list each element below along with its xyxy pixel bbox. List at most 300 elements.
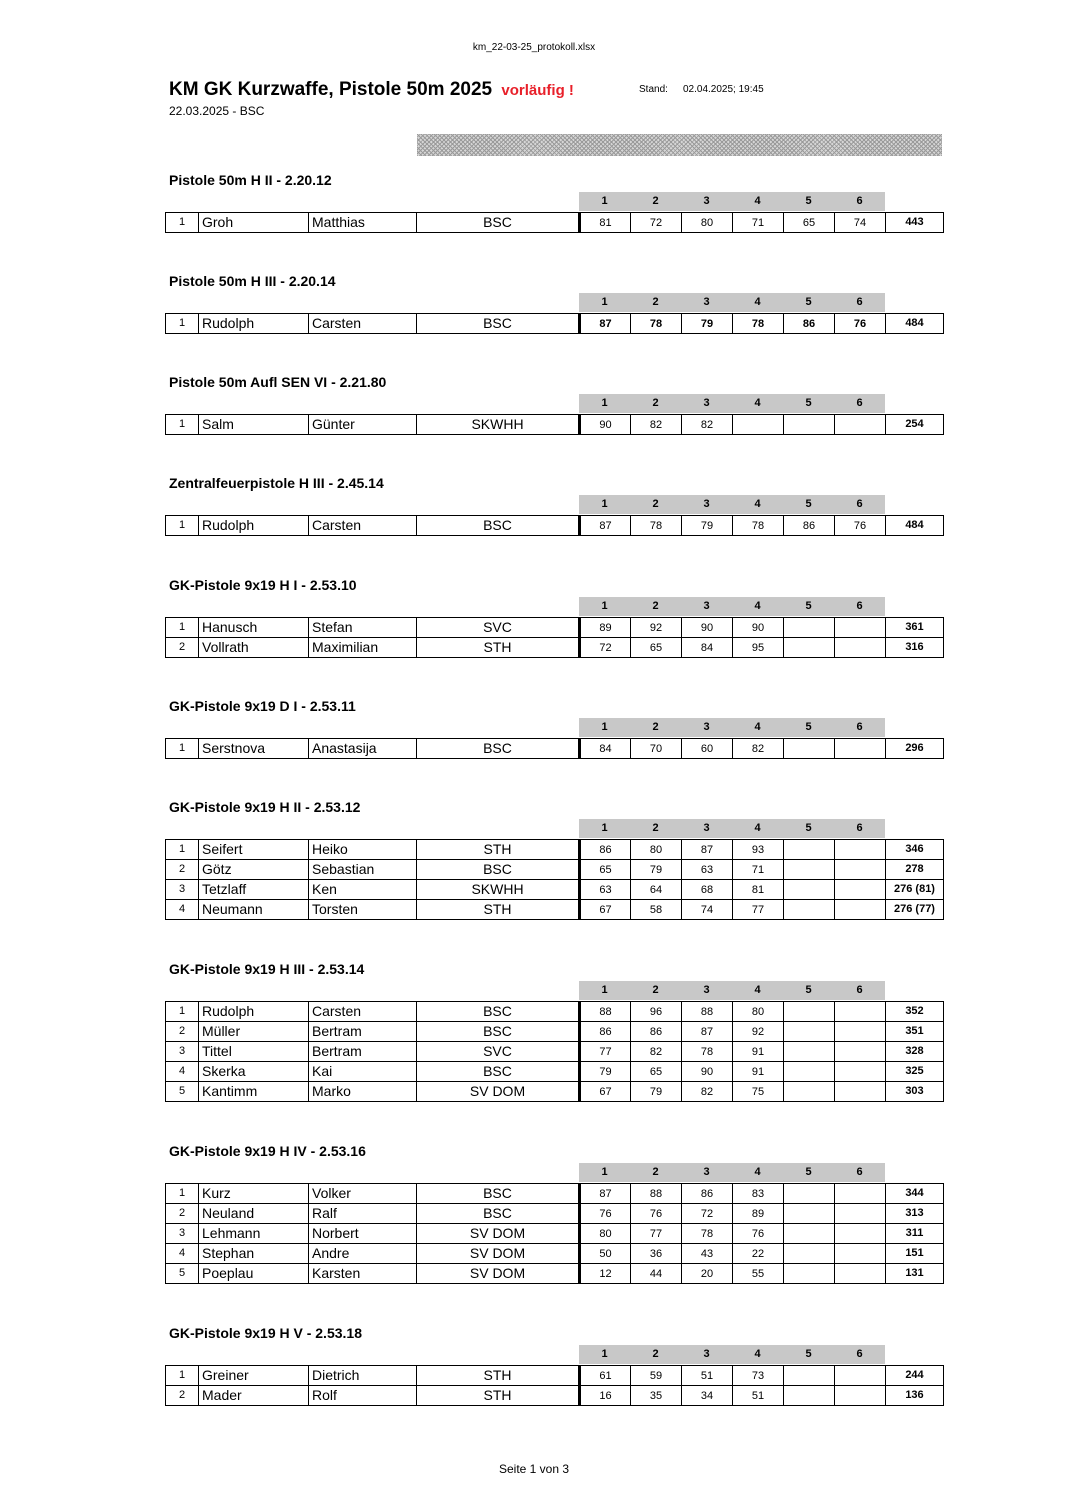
series-score-cell: 76 <box>631 1204 682 1224</box>
series-score-cell: 76 <box>733 1224 784 1244</box>
series-score-cell: 79 <box>631 1082 682 1102</box>
last-name-cell: Hanusch <box>199 618 309 638</box>
total-cell: 328 <box>886 1042 944 1062</box>
series-score-cell: 74 <box>835 213 886 233</box>
series-score-cell: 80 <box>580 1224 631 1244</box>
table-row <box>166 1204 944 1224</box>
last-name-cell: Götz <box>199 860 309 880</box>
first-name-cell: Volker <box>309 1184 417 1204</box>
rank-cell: 2 <box>166 638 199 658</box>
last-name-cell: Vollrath <box>199 638 309 658</box>
series-score-cell: 44 <box>631 1264 682 1284</box>
series-label: 5 <box>783 981 834 1000</box>
series-score-cell <box>835 860 886 880</box>
first-name-cell: Carsten <box>309 1002 417 1022</box>
total-cell: 276 (81) <box>886 880 944 900</box>
series-score-cell: 51 <box>682 1366 733 1386</box>
series-score-cell: 82 <box>631 415 682 435</box>
series-score-cell <box>784 840 835 860</box>
series-label: 5 <box>783 718 834 737</box>
last-name-cell: Seifert <box>199 840 309 860</box>
total-cell: 316 <box>886 638 944 658</box>
series-score-cell <box>784 1184 835 1204</box>
total-cell: 346 <box>886 840 944 860</box>
first-name-cell: Sebastian <box>309 860 417 880</box>
series-score-cell: 90 <box>580 415 631 435</box>
series-score-cell <box>784 638 835 658</box>
series-score-cell: 82 <box>733 739 784 759</box>
section-title: GK-Pistole 9x19 H II - 2.53.12 <box>169 799 361 815</box>
series-label: 3 <box>681 293 732 312</box>
rank-cell: 1 <box>166 516 199 536</box>
club-cell: STH <box>417 840 580 860</box>
series-score-cell: 78 <box>631 516 682 536</box>
series-score-cell: 65 <box>784 213 835 233</box>
series-score-cell: 12 <box>580 1264 631 1284</box>
section-title: GK-Pistole 9x19 H IV - 2.53.16 <box>169 1143 366 1159</box>
rank-cell: 5 <box>166 1264 199 1284</box>
last-name-cell: Neumann <box>199 900 309 920</box>
series-label: 3 <box>681 1345 732 1364</box>
series-score-cell: 88 <box>631 1184 682 1204</box>
series-label: 6 <box>834 981 885 1000</box>
rank-cell: 1 <box>166 618 199 638</box>
results-table <box>165 839 944 920</box>
table-row <box>166 1224 944 1244</box>
series-score-cell: 92 <box>631 618 682 638</box>
series-score-cell: 86 <box>682 1184 733 1204</box>
results-table <box>165 212 944 233</box>
series-score-cell: 89 <box>580 618 631 638</box>
series-score-cell: 76 <box>835 314 886 334</box>
total-cell: 352 <box>886 1002 944 1022</box>
series-score-cell: 50 <box>580 1244 631 1264</box>
series-score-cell: 78 <box>682 1042 733 1062</box>
rank-cell: 1 <box>166 1184 199 1204</box>
total-cell: 136 <box>886 1386 944 1406</box>
series-score-cell <box>784 618 835 638</box>
rank-cell: 1 <box>166 1366 199 1386</box>
series-score-cell: 36 <box>631 1244 682 1264</box>
table-row <box>166 1042 944 1062</box>
series-score-cell: 82 <box>682 1082 733 1102</box>
series-score-cell: 90 <box>733 618 784 638</box>
rank-cell: 3 <box>166 880 199 900</box>
series-label: 3 <box>681 1163 732 1182</box>
table-row <box>166 638 944 658</box>
series-label: 6 <box>834 495 885 514</box>
series-score-cell <box>784 1244 835 1264</box>
table-row <box>166 860 944 880</box>
series-score-cell: 84 <box>580 739 631 759</box>
last-name-cell: Tittel <box>199 1042 309 1062</box>
series-score-cell: 86 <box>580 840 631 860</box>
total-cell: 325 <box>886 1062 944 1082</box>
club-cell: SV DOM <box>417 1082 580 1102</box>
series-score-cell: 71 <box>733 860 784 880</box>
series-score-cell <box>784 1204 835 1224</box>
page-title <box>169 79 574 101</box>
table-row <box>166 1184 944 1204</box>
series-label: 5 <box>783 1345 834 1364</box>
series-score-cell <box>784 900 835 920</box>
club-cell: SKWHH <box>417 415 580 435</box>
series-label: 3 <box>681 192 732 211</box>
results-table <box>165 414 944 435</box>
section-title: Zentralfeuerpistole H III - 2.45.14 <box>169 475 384 491</box>
series-score-cell <box>835 1022 886 1042</box>
series-score-cell: 16 <box>580 1386 631 1406</box>
total-cell: 151 <box>886 1244 944 1264</box>
table-row <box>166 1082 944 1102</box>
first-name-cell: Maximilian <box>309 638 417 658</box>
club-cell: BSC <box>417 516 580 536</box>
table-row <box>166 213 944 233</box>
series-score-cell: 51 <box>733 1386 784 1406</box>
table-row <box>166 1264 944 1284</box>
table-row <box>166 618 944 638</box>
rank-cell: 1 <box>166 213 199 233</box>
series-score-cell: 60 <box>682 739 733 759</box>
series-header <box>579 1163 885 1182</box>
total-cell: 344 <box>886 1184 944 1204</box>
series-score-cell: 93 <box>733 840 784 860</box>
club-cell: STH <box>417 1386 580 1406</box>
table-row <box>166 1244 944 1264</box>
series-label: 4 <box>732 1163 783 1182</box>
table-row <box>166 900 944 920</box>
last-name-cell: Mader <box>199 1386 309 1406</box>
first-name-cell: Dietrich <box>309 1366 417 1386</box>
total-cell: 276 (77) <box>886 900 944 920</box>
results-table <box>165 738 944 759</box>
series-label: 3 <box>681 981 732 1000</box>
series-score-cell: 81 <box>733 880 784 900</box>
series-score-cell <box>835 1042 886 1062</box>
last-name-cell: Neuland <box>199 1204 309 1224</box>
series-score-cell: 79 <box>631 860 682 880</box>
series-label: 3 <box>681 718 732 737</box>
series-score-cell: 82 <box>682 415 733 435</box>
series-label: 5 <box>783 293 834 312</box>
page-footer: Seite 1 von 3 <box>498 1462 570 1476</box>
last-name-cell: Rudolph <box>199 314 309 334</box>
series-score-cell: 65 <box>631 638 682 658</box>
last-name-cell: Skerka <box>199 1062 309 1082</box>
page-subtitle: 22.03.2025 - BSC <box>169 104 265 118</box>
rank-cell: 1 <box>166 415 199 435</box>
last-name-cell: Stephan <box>199 1244 309 1264</box>
club-cell: STH <box>417 638 580 658</box>
series-score-cell: 87 <box>580 314 631 334</box>
last-name-cell: Greiner <box>199 1366 309 1386</box>
first-name-cell: Marko <box>309 1082 417 1102</box>
first-name-cell: Rolf <box>309 1386 417 1406</box>
series-score-cell: 80 <box>733 1002 784 1022</box>
series-score-cell: 34 <box>682 1386 733 1406</box>
series-score-cell <box>835 1386 886 1406</box>
preliminary-label: vorläufig ! <box>501 82 574 99</box>
total-cell: 443 <box>886 213 944 233</box>
series-score-cell: 55 <box>733 1264 784 1284</box>
series-score-cell: 86 <box>784 516 835 536</box>
last-name-cell: Tetzlaff <box>199 880 309 900</box>
series-score-cell <box>835 618 886 638</box>
last-name-cell: Kantimm <box>199 1082 309 1102</box>
series-header <box>579 819 885 838</box>
total-cell: 484 <box>886 516 944 536</box>
total-cell: 311 <box>886 1224 944 1244</box>
series-score-cell: 79 <box>682 516 733 536</box>
last-name-cell: Kurz <box>199 1184 309 1204</box>
series-label: 2 <box>630 981 681 1000</box>
rank-cell: 4 <box>166 900 199 920</box>
series-score-cell: 75 <box>733 1082 784 1102</box>
series-score-cell: 77 <box>631 1224 682 1244</box>
series-score-cell: 96 <box>631 1002 682 1022</box>
series-score-cell: 91 <box>733 1042 784 1062</box>
series-score-cell: 35 <box>631 1386 682 1406</box>
series-score-cell: 70 <box>631 739 682 759</box>
series-score-cell: 90 <box>682 618 733 638</box>
series-score-cell: 79 <box>580 1062 631 1082</box>
section-title: GK-Pistole 9x19 D I - 2.53.11 <box>169 698 356 714</box>
series-score-cell: 84 <box>682 638 733 658</box>
series-score-cell <box>835 1244 886 1264</box>
last-name-cell: Rudolph <box>199 516 309 536</box>
series-score-cell <box>784 1386 835 1406</box>
last-name-cell: Lehmann <box>199 1224 309 1244</box>
results-table <box>165 1183 944 1284</box>
series-label: 1 <box>579 293 630 312</box>
series-score-cell <box>784 880 835 900</box>
series-label: 5 <box>783 495 834 514</box>
series-score-cell: 95 <box>733 638 784 658</box>
series-label: 1 <box>579 597 630 616</box>
series-score-cell <box>784 1062 835 1082</box>
series-score-cell <box>835 1082 886 1102</box>
series-score-cell: 92 <box>733 1022 784 1042</box>
series-label: 4 <box>732 293 783 312</box>
total-cell: 254 <box>886 415 944 435</box>
series-score-cell <box>784 739 835 759</box>
series-score-cell: 20 <box>682 1264 733 1284</box>
series-label: 1 <box>579 819 630 838</box>
series-label: 5 <box>783 597 834 616</box>
section-title: Pistole 50m H II - 2.20.12 <box>169 172 332 188</box>
series-header <box>579 981 885 1000</box>
table-row <box>166 314 944 334</box>
series-score-cell: 65 <box>631 1062 682 1082</box>
series-score-cell: 86 <box>580 1022 631 1042</box>
club-cell: SVC <box>417 618 580 638</box>
series-score-cell <box>835 1224 886 1244</box>
series-label: 4 <box>732 1345 783 1364</box>
series-header <box>579 394 885 413</box>
series-score-cell: 61 <box>580 1366 631 1386</box>
total-cell: 244 <box>886 1366 944 1386</box>
series-score-cell: 80 <box>631 840 682 860</box>
series-label: 4 <box>732 394 783 413</box>
series-score-cell <box>835 880 886 900</box>
series-label: 6 <box>834 1163 885 1182</box>
series-score-cell <box>784 1224 835 1244</box>
series-label: 2 <box>630 394 681 413</box>
series-label: 6 <box>834 1345 885 1364</box>
series-label: 2 <box>630 718 681 737</box>
rank-cell: 3 <box>166 1042 199 1062</box>
series-score-cell: 89 <box>733 1204 784 1224</box>
series-score-cell: 76 <box>580 1204 631 1224</box>
section-title: Pistole 50m H III - 2.20.14 <box>169 273 336 289</box>
series-label: 3 <box>681 495 732 514</box>
series-score-cell: 82 <box>631 1042 682 1062</box>
rank-cell: 1 <box>166 840 199 860</box>
series-score-cell <box>784 1366 835 1386</box>
series-header <box>579 718 885 737</box>
rank-cell: 4 <box>166 1244 199 1264</box>
series-score-cell <box>835 739 886 759</box>
series-score-cell <box>835 1204 886 1224</box>
series-label: 4 <box>732 718 783 737</box>
section-title: GK-Pistole 9x19 H I - 2.53.10 <box>169 577 357 593</box>
title-text: KM GK Kurzwaffe, Pistole 50m 2025 <box>169 79 493 100</box>
club-cell: BSC <box>417 860 580 880</box>
series-score-cell: 80 <box>682 213 733 233</box>
series-score-cell: 74 <box>682 900 733 920</box>
series-score-cell: 78 <box>682 1224 733 1244</box>
series-label: 2 <box>630 819 681 838</box>
stand-value: 02.04.2025; 19:45 <box>683 84 764 95</box>
series-score-cell: 22 <box>733 1244 784 1264</box>
series-label: 2 <box>630 597 681 616</box>
series-score-cell: 68 <box>682 880 733 900</box>
series-label: 6 <box>834 394 885 413</box>
series-score-cell: 83 <box>733 1184 784 1204</box>
results-table <box>165 1365 944 1406</box>
series-label: 3 <box>681 597 732 616</box>
table-row <box>166 1386 944 1406</box>
series-score-cell <box>784 415 835 435</box>
first-name-cell: Andre <box>309 1244 417 1264</box>
results-table <box>165 617 944 658</box>
series-header <box>579 495 885 514</box>
total-cell: 361 <box>886 618 944 638</box>
first-name-cell: Matthias <box>309 213 417 233</box>
results-table <box>165 1001 944 1102</box>
series-label: 2 <box>630 495 681 514</box>
series-score-cell: 88 <box>580 1002 631 1022</box>
series-score-cell <box>835 900 886 920</box>
club-cell: BSC <box>417 314 580 334</box>
series-score-cell: 87 <box>580 516 631 536</box>
series-label: 5 <box>783 819 834 838</box>
series-label: 6 <box>834 597 885 616</box>
total-cell: 484 <box>886 314 944 334</box>
club-cell: BSC <box>417 1062 580 1082</box>
section-title: GK-Pistole 9x19 H V - 2.53.18 <box>169 1325 362 1341</box>
table-row <box>166 1366 944 1386</box>
last-name-cell: Müller <box>199 1022 309 1042</box>
rank-cell: 3 <box>166 1224 199 1244</box>
series-score-cell <box>835 1264 886 1284</box>
rank-cell: 2 <box>166 1022 199 1042</box>
series-score-cell: 78 <box>733 314 784 334</box>
series-score-cell: 77 <box>580 1042 631 1062</box>
series-score-cell: 91 <box>733 1062 784 1082</box>
series-label: 5 <box>783 1163 834 1182</box>
table-row <box>166 1022 944 1042</box>
series-label: 2 <box>630 1345 681 1364</box>
series-score-cell <box>784 1002 835 1022</box>
last-name-cell: Serstnova <box>199 739 309 759</box>
series-label: 4 <box>732 192 783 211</box>
rank-cell: 2 <box>166 1204 199 1224</box>
series-label: 2 <box>630 1163 681 1182</box>
first-name-cell: Torsten <box>309 900 417 920</box>
series-score-cell: 77 <box>733 900 784 920</box>
series-label: 6 <box>834 192 885 211</box>
rank-cell: 1 <box>166 314 199 334</box>
series-label: 6 <box>834 718 885 737</box>
table-row <box>166 880 944 900</box>
series-score-cell: 72 <box>682 1204 733 1224</box>
first-name-cell: Stefan <box>309 618 417 638</box>
rank-cell: 5 <box>166 1082 199 1102</box>
series-score-cell <box>835 1184 886 1204</box>
series-score-cell: 72 <box>631 213 682 233</box>
club-cell: SVC <box>417 1042 580 1062</box>
last-name-cell: Poeplau <box>199 1264 309 1284</box>
first-name-cell: Norbert <box>309 1224 417 1244</box>
series-score-cell: 63 <box>682 860 733 880</box>
club-cell: BSC <box>417 213 580 233</box>
series-score-cell <box>835 415 886 435</box>
rank-cell: 1 <box>166 739 199 759</box>
series-label: 1 <box>579 981 630 1000</box>
series-score-cell <box>835 840 886 860</box>
rank-cell: 1 <box>166 1002 199 1022</box>
series-score-cell: 65 <box>580 860 631 880</box>
first-name-cell: Carsten <box>309 314 417 334</box>
series-label: 4 <box>732 819 783 838</box>
series-score-cell: 87 <box>580 1184 631 1204</box>
first-name-cell: Carsten <box>309 516 417 536</box>
club-cell: BSC <box>417 1002 580 1022</box>
club-cell: SV DOM <box>417 1244 580 1264</box>
series-label: 4 <box>732 597 783 616</box>
series-header <box>579 192 885 211</box>
total-cell: 351 <box>886 1022 944 1042</box>
series-score-cell: 87 <box>682 1022 733 1042</box>
file-name: km_22-03-25_protokoll.xlsx <box>472 42 596 53</box>
series-score-cell: 73 <box>733 1366 784 1386</box>
hatched-bar <box>417 134 942 156</box>
club-cell: STH <box>417 1366 580 1386</box>
table-row <box>166 415 944 435</box>
total-cell: 313 <box>886 1204 944 1224</box>
series-score-cell <box>784 1264 835 1284</box>
club-cell: BSC <box>417 1204 580 1224</box>
section-title: Pistole 50m Aufl SEN VI - 2.21.80 <box>169 374 387 390</box>
series-score-cell: 64 <box>631 880 682 900</box>
total-cell: 296 <box>886 739 944 759</box>
series-score-cell: 79 <box>682 314 733 334</box>
first-name-cell: Günter <box>309 415 417 435</box>
table-row <box>166 739 944 759</box>
first-name-cell: Bertram <box>309 1022 417 1042</box>
first-name-cell: Heiko <box>309 840 417 860</box>
